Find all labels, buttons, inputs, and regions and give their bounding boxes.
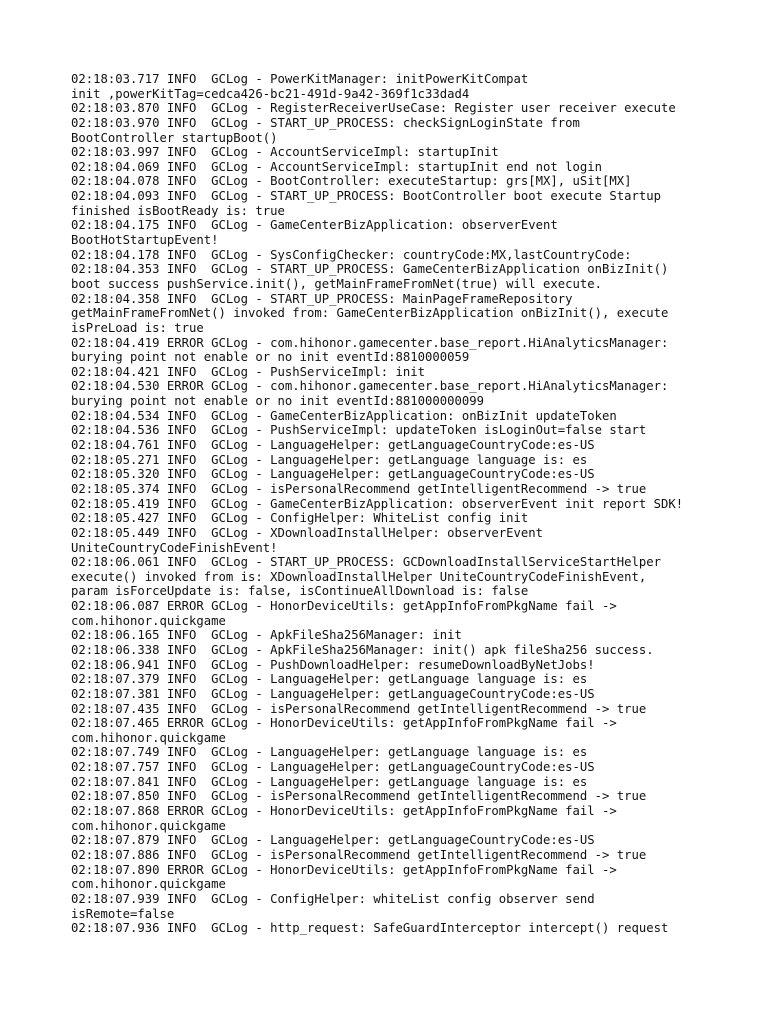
log-line: 02:18:07.886 INFO GCLog - isPersonalRecommend getIntelligentRecommend -> true [71,847,647,862]
log-text-block [71,72,731,936]
log-line: 02:18:05.427 INFO GCLog - ConfigHelper: WhiteList config init [71,511,529,526]
log-line: 02:18:06.165 INFO GCLog - ApkFileSha256Manager: init [71,628,462,643]
log-line: BootHotStartupEvent! [71,233,219,248]
log-line: 02:18:03.970 INFO GCLog - START_UP_PROCESS: checkSignLoginState from [71,115,580,130]
log-line: 02:18:07.379 INFO GCLog - LanguageHelper: getLanguage language is: es [71,672,588,687]
log-line: 02:18:04.534 INFO GCLog - GameCenterBizApplication: onBizInit updateToken [71,408,617,423]
log-line: execute() invoked from is: XDownloadInstallHelper UniteCountryCodeFinishEvent, [71,569,647,584]
log-line: 02:18:05.419 INFO GCLog - GameCenterBizApplication: observerEvent init report SDK! [71,496,684,511]
log-line: 02:18:05.271 INFO GCLog - LanguageHelper: getLanguage language is: es [71,452,588,467]
log-line: 02:18:07.936 INFO GCLog - http_request: SafeGuardInterceptor intercept() request [71,921,669,936]
log-line: 02:18:03.717 INFO GCLog - PowerKitManager: initPowerKitCompat [71,72,529,86]
log-line: 02:18:06.087 ERROR GCLog - HonorDeviceUtils: getAppInfoFromPkgName fail -> [71,599,617,614]
log-line: param isForceUpdate is: false, isContinueAllDownload is: false [71,584,529,599]
log-line: 02:18:04.421 INFO GCLog - PushServiceImpl: init [71,364,426,379]
log-line: 02:18:07.757 INFO GCLog - LanguageHelper: getLanguageCountryCode:es-US [71,760,595,775]
log-line: 02:18:07.890 ERROR GCLog - HonorDeviceUtils: getAppInfoFromPkgName fail -> [71,862,617,877]
log-line: boot success pushService.init(), getMainFrameFromNet(true) will execute. [71,276,603,291]
log-line: 02:18:04.093 INFO GCLog - START_UP_PROCESS: BootController boot execute Startup [71,189,662,204]
log-line: 02:18:07.749 INFO GCLog - LanguageHelper: getLanguage language is: es [71,745,588,760]
log-line: 02:18:05.320 INFO GCLog - LanguageHelper: getLanguageCountryCode:es-US [71,467,595,482]
log-line: 02:18:06.061 INFO GCLog - START_UP_PROCESS: GCDownloadInstallServiceStartHelper [71,555,662,570]
log-line: 02:18:06.338 INFO GCLog - ApkFileSha256Manager: init() apk fileSha256 success. [71,642,654,657]
log-line: BootController startupBoot() [71,130,278,145]
log-line: 02:18:04.761 INFO GCLog - LanguageHelper: getLanguageCountryCode:es-US [71,438,595,453]
log-line: 02:18:04.530 ERROR GCLog - com.hihonor.gamecenter.base_report.HiAnalyticsManager: [71,379,669,394]
log-line: com.hihonor.quickgame [71,730,226,745]
log-line: finished isBootReady is: true [71,203,285,218]
log-line: 02:18:07.939 INFO GCLog - ConfigHelper: whiteList config observer send [71,891,595,906]
log-line: 02:18:04.358 INFO GCLog - START_UP_PROCESS: MainPageFrameRepository [71,291,573,306]
log-line: 02:18:04.175 INFO GCLog - GameCenterBizApplication: observerEvent [71,218,558,233]
log-line: 02:18:04.078 INFO GCLog - BootController: executeStartup: grs[MX], uSit[MX] [71,174,632,189]
log-line: com.hihonor.quickgame [71,818,226,833]
log-line: 02:18:05.449 INFO GCLog - XDownloadInstallHelper: observerEvent [71,525,544,540]
log-line: 02:18:04.536 INFO GCLog - PushServiceImpl: updateToken isLoginOut=false start [71,423,647,438]
log-line: burying point not enable or no init eventId:8810000059 [71,350,470,365]
log-line: init ,powerKitTag=cedca426-bc21-491d-9a42-369f1c33dad4 [71,86,470,101]
log-line: 02:18:07.435 INFO GCLog - isPersonalRecommend getIntelligentRecommend -> true [71,701,647,716]
log-line: 02:18:04.069 INFO GCLog - AccountServiceImpl: startupInit end not login [71,159,603,174]
log-line: 02:18:07.850 INFO GCLog - isPersonalRecommend getIntelligentRecommend -> true [71,789,647,804]
log-line: com.hihonor.quickgame [71,877,226,892]
log-line: isRemote=false [71,906,175,921]
log-line: UniteCountryCodeFinishEvent! [71,540,278,555]
log-line: 02:18:07.868 ERROR GCLog - HonorDeviceUtils: getAppInfoFromPkgName fail -> [71,804,617,819]
log-line: 02:18:05.374 INFO GCLog - isPersonalRecommend getIntelligentRecommend -> true [71,481,647,496]
log-line: 02:18:03.870 INFO GCLog - RegisterReceiverUseCase: Register user receiver execute [71,101,676,116]
log-line: burying point not enable or no init eventId:881000000099 [71,394,485,409]
log-line: 02:18:07.841 INFO GCLog - LanguageHelper: getLanguage language is: es [71,774,588,789]
log-line: 02:18:07.879 INFO GCLog - LanguageHelper: getLanguageCountryCode:es-US [71,833,595,848]
log-line: 02:18:07.381 INFO GCLog - LanguageHelper: getLanguageCountryCode:es-US [71,686,595,701]
log-line: 02:18:04.178 INFO GCLog - SysConfigChecker: countryCode:MX,lastCountryCode: [71,247,632,262]
log-line: 02:18:04.419 ERROR GCLog - com.hihonor.gamecenter.base_report.HiAnalyticsManager: [71,335,669,350]
log-line: 02:18:06.941 INFO GCLog - PushDownloadHelper: resumeDownloadByNetJobs! [71,657,595,672]
log-line: isPreLoad is: true [71,320,204,335]
log-line: 02:18:07.465 ERROR GCLog - HonorDeviceUtils: getAppInfoFromPkgName fail -> [71,716,617,731]
log-line: 02:18:04.353 INFO GCLog - START_UP_PROCESS: GameCenterBizApplication onBizInit() [71,262,669,277]
log-line: com.hihonor.quickgame [71,613,226,628]
log-line: getMainFrameFromNet() invoked from: GameCenterBizApplication onBizInit(), execute [71,306,669,321]
log-line: 02:18:03.997 INFO GCLog - AccountServiceImpl: startupInit [71,145,499,160]
